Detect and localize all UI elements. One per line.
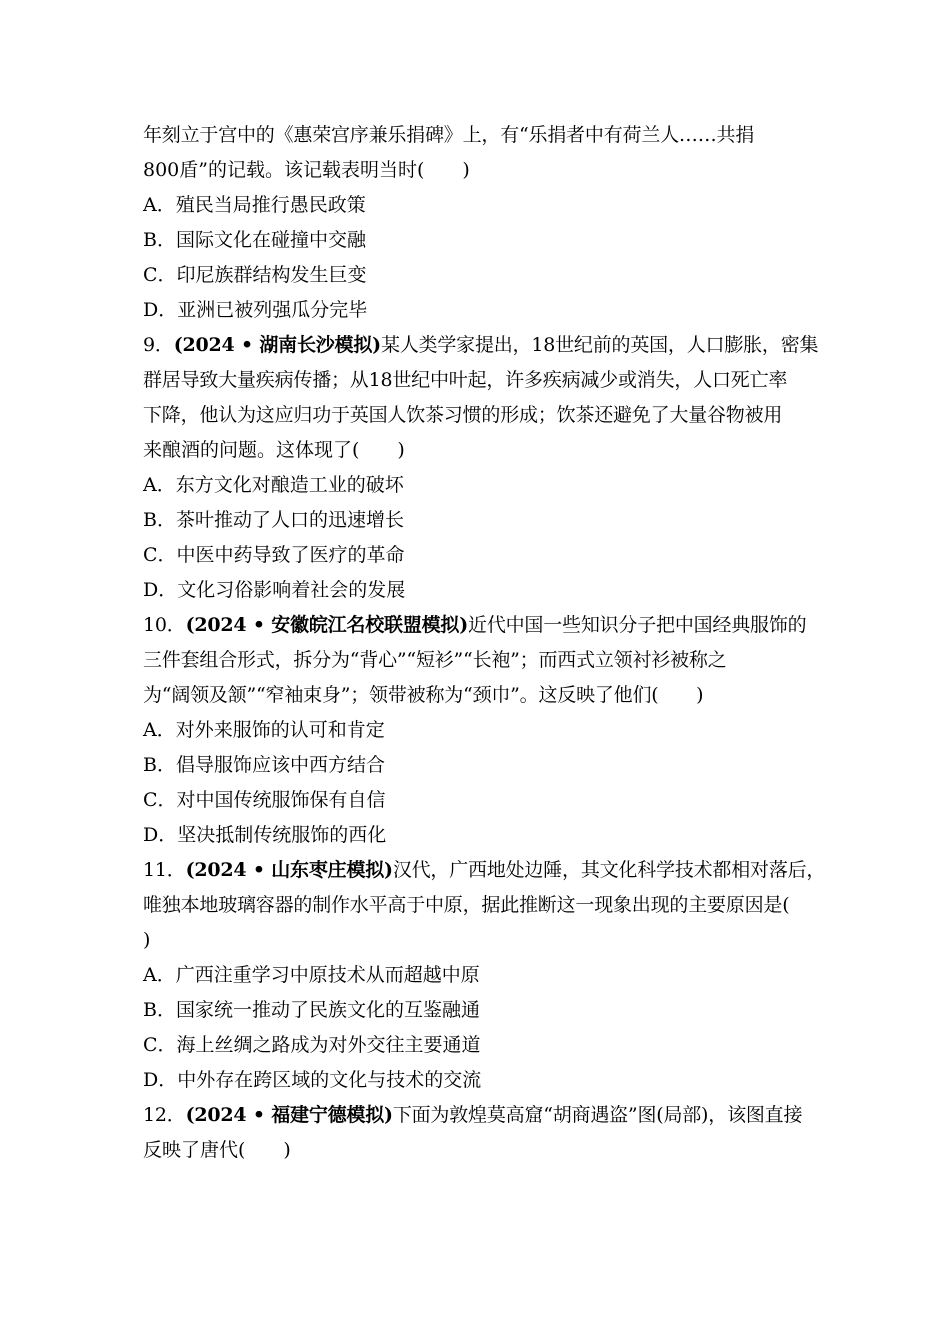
- q10-stem-line-2: 三件套组合形式，拆分为“背心”“短衫”“长袍”；而西式立领衬衫被称之: [143, 649, 727, 671]
- q9-option-b: B．茶叶推动了人口的迅速增长: [143, 509, 404, 531]
- q11-number: 11．: [143, 859, 186, 881]
- q9-source: (2024 • 湖南长沙模拟): [173, 334, 381, 356]
- q10-stem-text: 近代中国一些知识分子把中国经典服饰的: [468, 614, 807, 636]
- q11-stem-text: 汉代，广西地处边陲，其文化科学技术都相对落后，: [392, 859, 826, 881]
- q10-stem-line-3: 为“阔领及颔”“窄袖束身”；领带被称为“颈巾”。这反映了他们( ): [143, 684, 704, 706]
- q9-stem-line-3: 下降，他认为这应归功于英国人饮茶习惯的形成；饮茶还避免了大量谷物被用: [143, 404, 783, 426]
- q12-stem-line-1: [143, 1098, 815, 1133]
- q9-stem-text: 某人类学家提出，18世纪前的英国，人口膨胀，密集: [380, 334, 819, 356]
- q9-stem-line-1: [143, 328, 819, 363]
- q8-stem-line-2: 800盾”的记载。该记载表明当时( ): [143, 159, 470, 181]
- q12-stem-line-2: 反映了唐代( ): [143, 1139, 291, 1161]
- q11-option-a: A．广西注重学习中原技术从而超越中原: [143, 964, 480, 986]
- question-page: [143, 118, 826, 1168]
- q8-option-c: C．印尼族群结构发生巨变: [143, 264, 367, 286]
- q12-stem-text: 下面为敦煌莫高窟“胡商遇盗”图(局部)，该图直接: [392, 1104, 803, 1126]
- q9-number: 9．: [143, 334, 174, 356]
- q12-number: 12．: [143, 1104, 186, 1126]
- q10-option-a: A．对外来服饰的认可和肯定: [143, 719, 385, 741]
- q10-option-c: C．对中国传统服饰保有自信: [143, 789, 386, 811]
- q9-option-a: A．东方文化对酿造工业的破坏: [143, 474, 404, 496]
- q10-option-d: D．坚决抵制传统服饰的西化: [143, 824, 387, 846]
- q10-option-b: B．倡导服饰应该中西方结合: [143, 754, 385, 776]
- q12-source: (2024 • 福建宁德模拟): [185, 1104, 393, 1126]
- q9-option-d: D．文化习俗影响着社会的发展: [143, 579, 406, 601]
- q11-stem-line-3: ): [143, 929, 151, 951]
- q10-number: 10．: [143, 614, 186, 636]
- q8-option-a: A．殖民当局推行愚民政策: [143, 194, 366, 216]
- q11-stem-line-2: 唯独本地玻璃容器的制作水平高于中原，据此推断这一现象出现的主要原因是(: [143, 894, 790, 916]
- q8-option-b: B．国际文化在碰撞中交融: [143, 229, 366, 251]
- q9-stem-line-4: 来酿酒的问题。这体现了( ): [143, 439, 405, 461]
- q11-option-b: B．国家统一推动了民族文化的互鉴融通: [143, 999, 480, 1021]
- q11-option-c: C．海上丝绸之路成为对外交往主要通道: [143, 1034, 481, 1056]
- q8-option-d: D．亚洲已被列强瓜分完毕: [143, 299, 368, 321]
- q9-stem-line-2: 群居导致大量疾病传播；从18世纪中叶起，许多疾病减少或消失，人口死亡率: [143, 369, 788, 391]
- q8-stem-line-1: 年刻立于宫中的《惠荣宫序兼乐捐碑》上，有“乐捐者中有荷兰人……共捐: [143, 124, 755, 146]
- q11-stem-line-1: [143, 853, 826, 888]
- q10-source: (2024 • 安徽皖江名校联盟模拟): [185, 614, 469, 636]
- q11-source: (2024 • 山东枣庄模拟): [185, 859, 393, 881]
- q9-option-c: C．中医中药导致了医疗的革命: [143, 544, 405, 566]
- q11-option-d: D．中外存在跨区域的文化与技术的交流: [143, 1069, 482, 1091]
- q10-stem-line-1: [143, 608, 815, 643]
